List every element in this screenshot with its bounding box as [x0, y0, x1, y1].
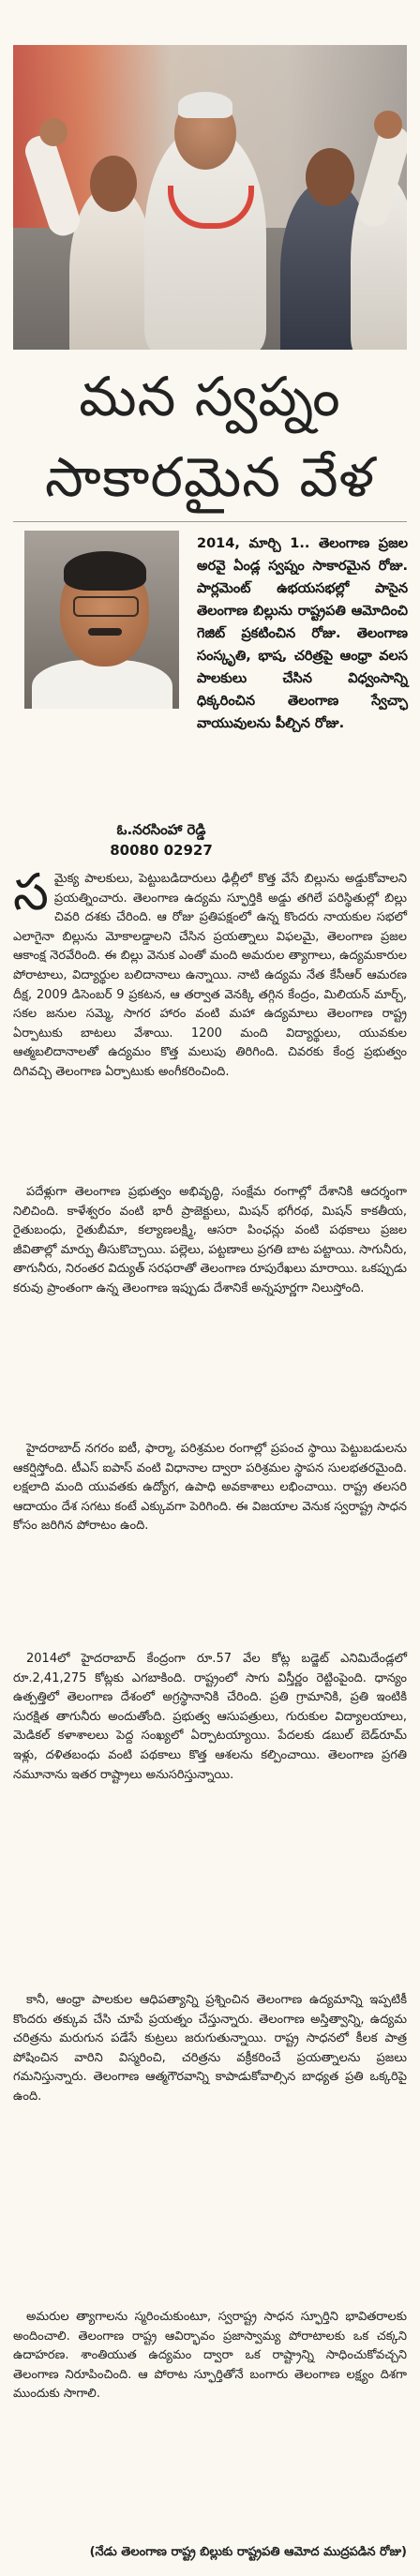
intro-paragraph: 2014, మార్చి 1.. తెలంగాణ ప్రజల అరవై ఏండ్ల స్వప్నం సాకారమైన రోజు. పార్లమెంట్ ఉభయసభల్లో పాసైన తెలంగాణ బిల్లును రాష్ట్రపతి ఆమోదించి గెజిట్ ప్రకటించిన రోజు. తెలంగాణ సంస్కృతి, భాష, చరిత్రపై ఆంధ్రా వలస పాలకులు చేసిన విధ్వంసాన్ని ధిక్కరించిన తెలంగాణ స్వేచ్ఛా వాయువులను పీల్చిన రోజు. [197, 536, 408, 731]
author-name: ఓ.నరసింహా రెడ్డి [116, 821, 206, 838]
body-paragraph-3: హైదరాబాద్ నగరం ఐటీ, ఫార్మా, పరిశ్రమల రంగాల్లో ప్రపంచ స్థాయి పెట్టుబడులను ఆకర్షిస్తోంది. టీఎస్ ఐపాస్ వంటి విధానాల ద్వారా పరిశ్రమల స్థాపన సులభతరమైంది. లక్షలాది మంది యువతకు ఉద్యోగ, ఉపాధి అవకాశాలు లభించాయి. రాష్ట్ర తలసరి ఆదాయం దేశ సగటు కంటే ఎక్కువగా పెరిగింది. ఈ విజయాల వెనుక స్వరాష్ట్ర సాధన కోసం జరిగిన పోరాటం ఉంది. [13, 1442, 407, 1534]
body-paragraph-6: అమరుల త్యాగాలను స్మరించుకుంటూ, స్వరాష్ట్ర సాధన స్ఫూర్తిని భావితరాలకు అందించాలి. తెలంగాణ రాష్ట్ర ఆవిర్భావం ప్రజాస్వామ్య పోరాటాలకు ఒక చక్కని ఉదాహరణ. శాంతియుత ఉద్యమం ద్వారా ఒక రాష్ట్రాన్ని సాధించుకోవచ్చని తెలంగాణ నిరూపించింది. ఆ పోరాట స్ఫూర్తితోనే బంగారు తెలంగాణ లక్ష్యం దిశగా ముందుకు సాగాలి. [13, 2310, 407, 2402]
author-hair [64, 551, 146, 591]
raised-fist-right [374, 111, 402, 139]
raised-fist-left [39, 118, 68, 146]
body-section-3 [13, 1440, 407, 1536]
body-section-2 [13, 1183, 407, 1299]
headline-line-2: సాకారమైన వేళ [44, 445, 376, 509]
photo-person-right-head [306, 148, 354, 206]
body-paragraph-2: పదేళ్లుగా తెలంగాణ ప్రభుత్వం అభివృద్ధి, సంక్షేమ రంగాల్లో దేశానికి ఆదర్శంగా నిలిచింది. కాళేశ్వరం వంటి భారీ ప్రాజెక్టులు, మిషన్ భగీరథ, మిషన్ కాకతీయ, రైతుబంధు, రైతుబీమా, కల్యాణలక్ష్మి, ఆసరా పింఛన్లు వంటి పథకాలు ప్రజల జీవితాల్లో మార్పు తీసుకొచ్చాయి. పల్లెలు, పట్టణాలు ప్రగతి బాట పట్టాయి. సాగునీరు, తాగునీరు, నిరంతర విద్యుత్ సరఫరాతో తెలంగాణ రూపురేఖలు మారాయి. ఒకప్పుడు కరువు ప్రాంతంగా ఉన్న తెలంగాణ ఇప్పుడు దేశానికే అన్నపూర్ణగా నిలుస్తోంది. [13, 1185, 407, 1295]
body-section-5 [13, 1991, 407, 2107]
author-photo [24, 531, 179, 709]
author-mustache [88, 628, 122, 636]
body-section-4 [13, 1650, 407, 1785]
body-section-1 [13, 862, 407, 1083]
dropcap-letter: స [13, 862, 49, 921]
headline [13, 356, 407, 517]
body-paragraph-4: 2014లో హైదరాబాద్ కేంద్రంగా రూ.57 వేల కోట్ల బడ్జెట్ ఎనిమిదేండ్లలో రూ.2,41,275 కోట్లకు ఎగబాకింది. రాష్ట్రంలో సాగు విస్తీర్ణం రెట్టింపైంది. ధాన్యం ఉత్పత్తిలో తెలంగాణ దేశంలో అగ్రస్థానానికి చేరింది. ప్రతి గ్రామానికి, ప్రతి ఇంటికి సురక్షిత తాగునీరు అందుతోంది. ప్రభుత్వ ఆసుపత్రులు, గురుకుల విద్యాలయాలు, మెడికల్ కళాశాలలు పెద్ద సంఖ్యలో ఏర్పాటయ్యాయి. పేదలకు డబుల్ బెడ్‌రూమ్ ఇళ్లు, దళితబంధు వంటి పథకాలు కొత్త ఆశలను కల్పించాయి. తెలంగాణ ప్రగతి నమూనాను ఇతర రాష్ట్రాలు అనుసరిస్తున్నాయి. [13, 1652, 407, 1782]
body-section-6 [13, 2308, 407, 2404]
body-paragraph-1: మైక్య పాలకులు, పెట్టుబడిదారులు ఢిల్లీలో కొత్త వేసే బిల్లును అడ్డుకోవాలని ప్రయత్నించారు. తెలంగాణ ఉద్యమ స్ఫూర్తికి అడ్డు తగిలే పరిస్థితుల్లో బిల్లు చివరి దశకు చేరింది. ఆ రోజు ప్రతిపక్షంలో ఉన్న కొందరు నాయకుల సభలో ఎలాగైనా బిల్లును మోకాలడ్డాలని చేసిన ప్రయత్నాలు విఫలమై, తెలంగాణ ప్రజల ఆకాంక్ష నెరవేరింది. ఈ బిల్లు వెనుక ఎంతో మంది అమరుల త్యాగాలు, ఉద్యమకారుల పోరాటాలు, విద్యార్థుల బలిదానాలు ఉన్నాయి. నాటి ఉద్యమ నేత కేసీఆర్ ఆమరణ దీక్ష, 2009 డిసెంబర్ 9 ప్రకటన, ఆ తర్వాత వెనక్కి తగ్గిన కేంద్రం, మిలియన్ మార్చ్, సకల జనుల సమ్మె, సాగర హారం వంటి మహా ఉద్యమాలు తెలంగాణ రాష్ట్ర ఏర్పాటుకు బాటలు వేశాయి. 1200 మంది విద్యార్థులు, యువకుల ఆత్మబలిదానాలతో ఉద్యమం కొత్త మలుపు తిరిగింది. చివరకు కేంద్ర ప్రభుత్వం దిగివచ్చి తెలంగాణ ఏర్పాటుకు అంగీకరించింది. [13, 872, 407, 1079]
body-paragraph-5: కానీ, ఆంధ్రా పాలకుల ఆధిపత్యాన్ని ప్రశ్నించిన తెలంగాణ ఉద్యమాన్ని ఇప్పటికీ కొందరు తక్కువ చేసి చూపే ప్రయత్నం చేస్తున్నారు. తెలంగాణ అస్తిత్వాన్ని, ఉద్యమ చరిత్రను మరుగున పడేసే కుట్రలు జరుగుతున్నాయి. రాష్ట్ర సాధనలో కీలక పాత్ర పోషించిన వారిని విస్మరించి, చరిత్రను వక్రీకరించే ప్రయత్నాలను ప్రజలు గమనిస్తున్నారు. తెలంగాణ ఆత్మగౌరవాన్ని కాపాడుకోవాల్సిన బాధ్యత ప్రతి ఒక్కరిపై ఉంది. [13, 1993, 407, 2104]
celebration-photo [13, 45, 407, 350]
author-phone: 80080 02927 [110, 842, 213, 859]
photo-person-center-hair [178, 92, 232, 118]
headline-line-1: మన స్వప్నం [79, 365, 341, 428]
photo-person-left-head [90, 156, 137, 212]
author-glasses [73, 596, 139, 617]
divider [13, 521, 407, 522]
footer-caption: (నేడు తెలంగాణ రాష్ట్ర బిల్లుకు రాష్ట్రపతి ఆమోద ముద్రపడిన రోజు) [89, 2545, 407, 2559]
author-shirt [32, 660, 172, 709]
